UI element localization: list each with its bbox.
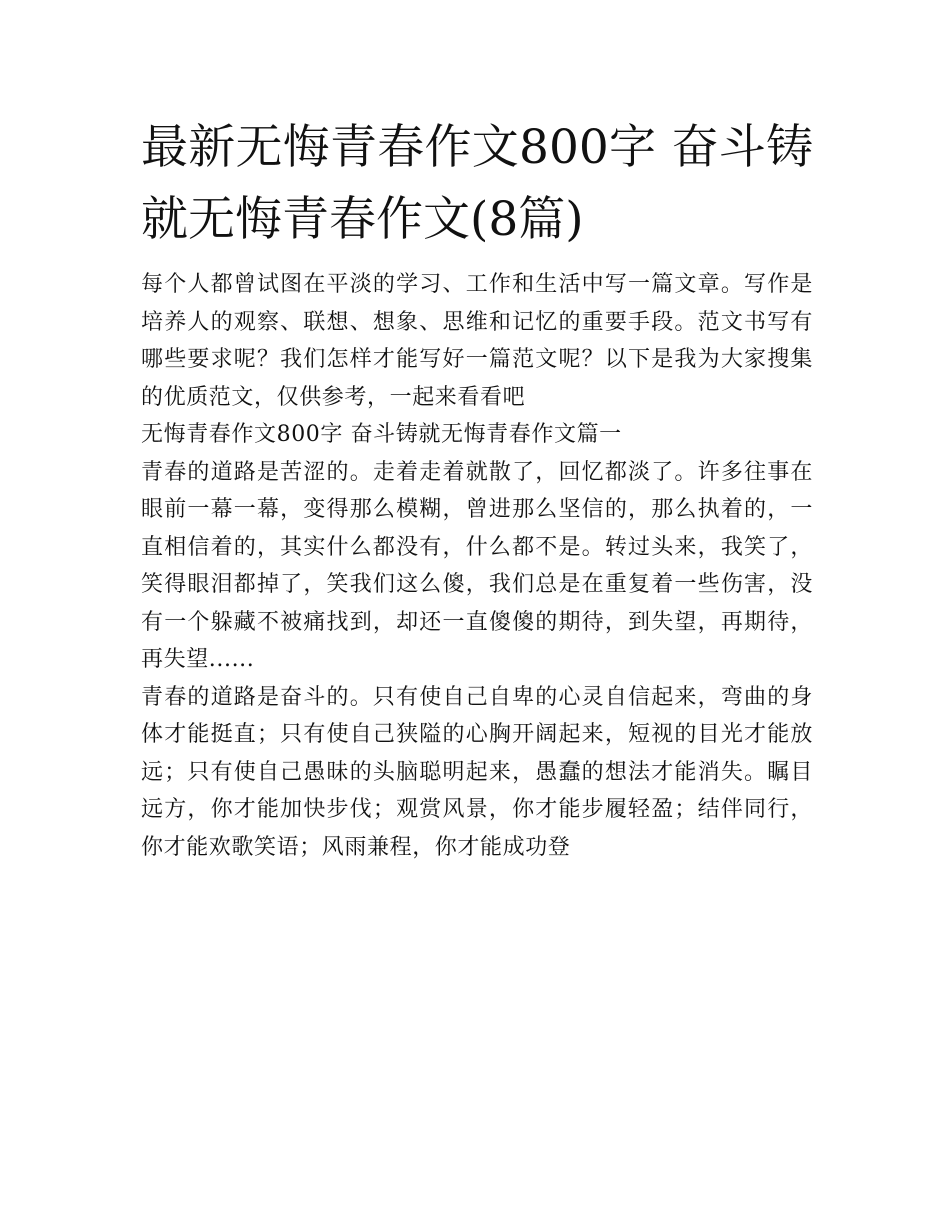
section-heading: 无悔青春作文800字 奋斗铸就无悔青春作文篇一 xyxy=(141,422,622,447)
document-content xyxy=(141,112,813,866)
body-paragraph: 青春的道路是苦涩的。走着走着就散了，回忆都淡了。许多往事在眼前一幕一幕，变得那么模糊，曾进那么坚信的，那么执着的，一直相信着的，其实什么都没有，什么都不是。转过头来，我笑了，笑得眼泪都掉了，笑我们这么傻，我们总是在重复着一些伤害，没有一个躲藏不被痛找到，却还一直傻傻的期待，到失望，再期待，再失望...... xyxy=(141,459,813,672)
document-title: 最新无悔青春作文800字 奋斗铸就无悔青春作文(8篇) xyxy=(141,120,813,247)
body-paragraph: 青春的道路是奋斗的。只有使自己自卑的心灵自信起来，弯曲的身体才能挺直；只有使自己狭隘的心胸开阔起来，短视的目光才能放远；只有使自己愚昧的头脑聪明起来，愚蠢的想法才能消失。瞩目远方，你才能加快步伐；观赏风景，你才能步履轻盈；结伴同行，你才能欢歌笑语；风雨兼程，你才能成功登 xyxy=(141,684,813,860)
intro-paragraph: 每个人都曾试图在平淡的学习、工作和生活中写一篇文章。写作是培养人的观察、联想、想象、思维和记忆的重要手段。范文书写有哪些要求呢？我们怎样才能写好一篇范文呢？以下是我为大家搜集的优质范文，仅供参考，一起来看看吧 xyxy=(141,272,813,410)
